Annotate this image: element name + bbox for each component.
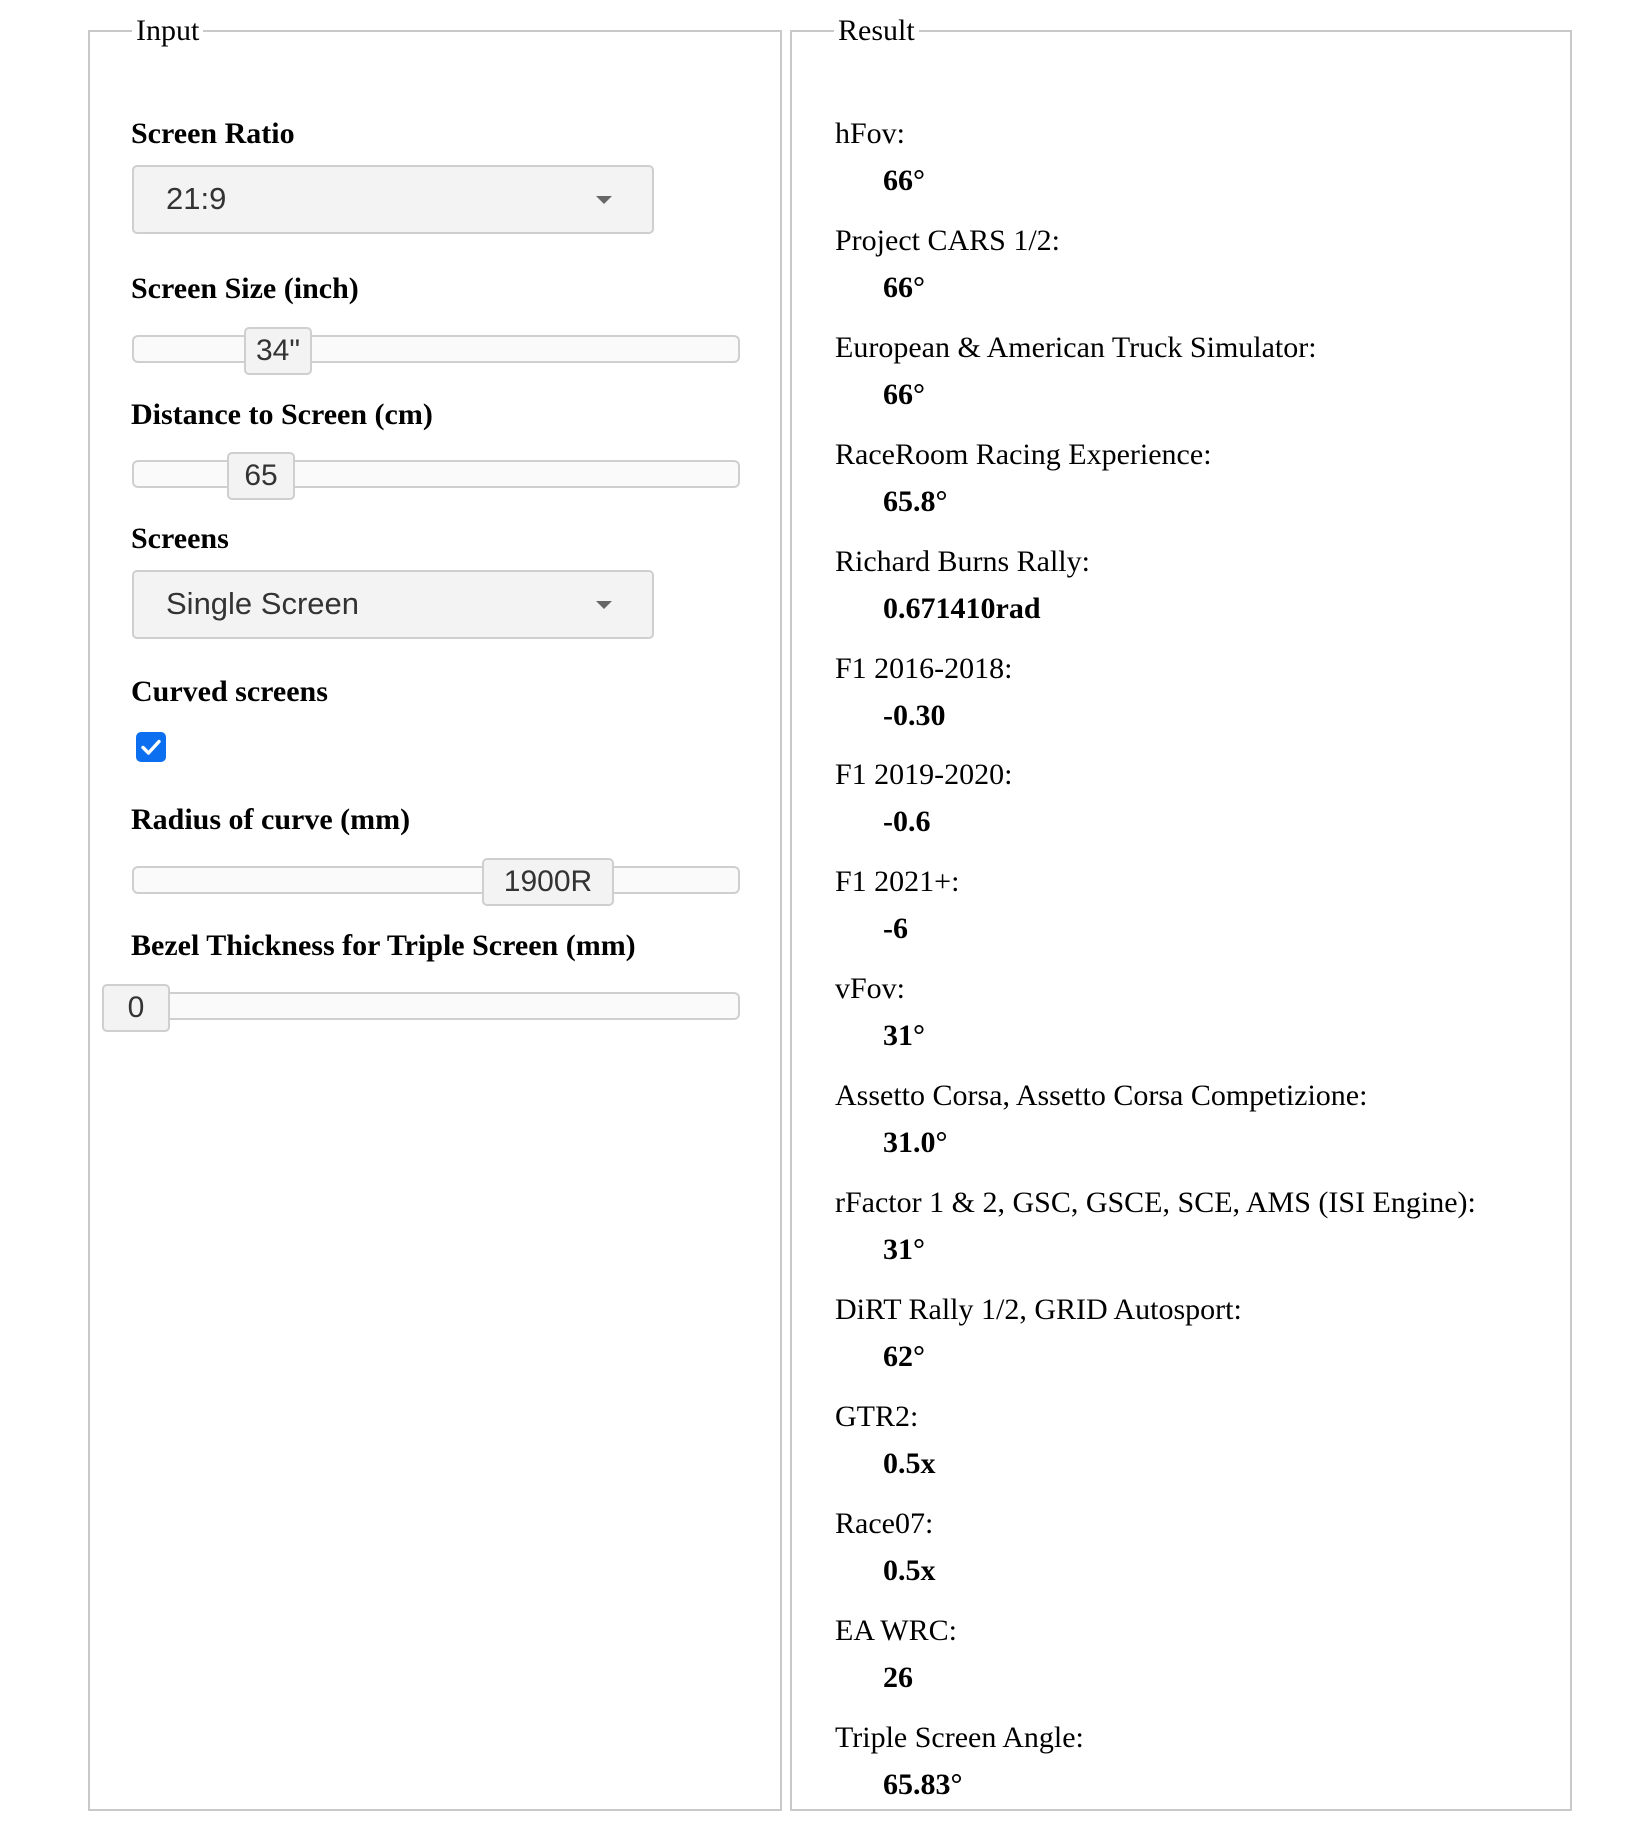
result-value: 65.8° [883, 485, 948, 518]
bezel-label: Bezel Thickness for Triple Screen (mm) [131, 929, 636, 962]
result-label: F1 2019-2020: [835, 758, 1013, 791]
distance-label: Distance to Screen (cm) [131, 398, 433, 431]
curved-screens-checkbox[interactable] [136, 732, 166, 762]
input-legend: Input [136, 14, 200, 47]
radius-slider[interactable] [132, 865, 740, 898]
screen-ratio-label: Screen Ratio [131, 117, 295, 150]
result-value: 31.0° [883, 1126, 948, 1159]
screen-size-slider[interactable] [132, 334, 740, 367]
result-value: 62° [883, 1340, 925, 1373]
result-value: -6 [883, 912, 908, 945]
result-label: hFov: [835, 117, 906, 150]
result-label: Race07: [835, 1507, 934, 1540]
result-label: Assetto Corsa, Assetto Corsa Competizione: [835, 1079, 1368, 1112]
screens-label: Screens [131, 522, 229, 555]
result-panel [790, 14, 1572, 1811]
distance-handle[interactable]: 65 [227, 452, 295, 500]
chevron-down-icon [596, 601, 612, 609]
result-value: 66° [883, 271, 925, 304]
result-value: 31° [883, 1233, 925, 1266]
screens-select[interactable] [132, 570, 654, 639]
result-value: 66° [883, 378, 925, 411]
result-label: F1 2021+: [835, 865, 960, 898]
result-value: 65.83° [883, 1768, 963, 1801]
checkmark-icon [136, 732, 166, 762]
result-label: rFactor 1 & 2, GSC, GSCE, SCE, AMS (ISI Engine): [835, 1186, 1476, 1219]
result-value: 66° [883, 164, 925, 197]
result-label: EA WRC: [835, 1614, 957, 1647]
result-legend: Result [838, 14, 915, 47]
result-label: GTR2: [835, 1400, 919, 1433]
bezel-handle[interactable]: 0 [102, 984, 170, 1032]
result-value: -0.30 [883, 699, 946, 732]
screen-size-handle[interactable]: 34" [244, 327, 312, 375]
screen-ratio-select[interactable] [132, 165, 654, 234]
result-label: DiRT Rally 1/2, GRID Autosport: [835, 1293, 1242, 1326]
result-label: Richard Burns Rally: [835, 545, 1090, 578]
result-value: -0.6 [883, 805, 931, 838]
radius-label: Radius of curve (mm) [131, 803, 411, 836]
result-label: vFov: [835, 972, 906, 1005]
screen-size-label: Screen Size (inch) [131, 272, 359, 305]
result-label: RaceRoom Racing Experience: [835, 438, 1212, 471]
bezel-slider[interactable] [127, 991, 740, 1024]
radius-handle[interactable]: 1900R [482, 858, 614, 906]
result-label: F1 2016-2018: [835, 652, 1013, 685]
result-value: 26 [883, 1661, 913, 1694]
distance-slider[interactable] [132, 459, 740, 492]
result-value: 0.5x [883, 1554, 936, 1587]
result-value: 31° [883, 1019, 925, 1052]
curved-screens-label: Curved screens [131, 675, 328, 708]
input-panel [88, 14, 782, 1811]
result-label: Project CARS 1/2: [835, 224, 1061, 257]
result-value: 0.671410rad [883, 592, 1041, 625]
chevron-down-icon [596, 196, 612, 204]
screen-ratio-value: 21:9 [166, 181, 227, 216]
result-label: European & American Truck Simulator: [835, 331, 1317, 364]
screens-value: Single Screen [166, 586, 360, 621]
result-value: 0.5x [883, 1447, 936, 1480]
result-label: Triple Screen Angle: [835, 1721, 1084, 1754]
